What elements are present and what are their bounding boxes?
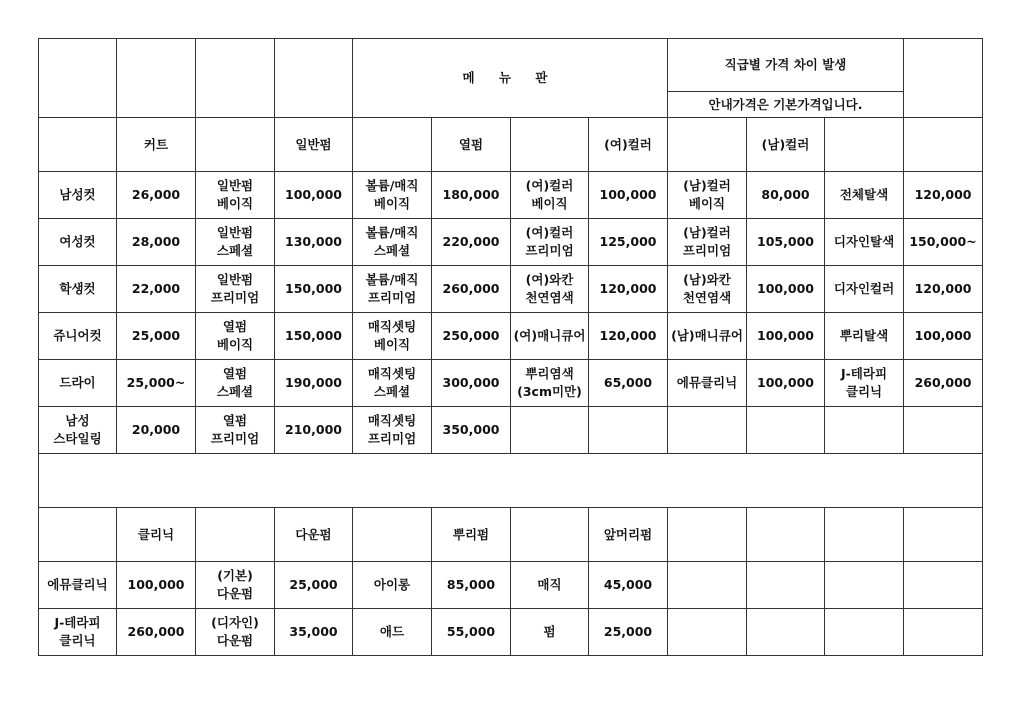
item-name: J-테라피 클리닉 [825,360,904,407]
item-price: 55,000 [432,609,511,656]
item-price: 120,000 [904,266,983,313]
item-name: 전체탈색 [825,172,904,219]
item-price: 28,000 [117,219,196,266]
item-price: 100,000 [589,172,668,219]
table-row [39,172,983,219]
price-note-base: 안내가격은 기본가격입니다. [668,92,904,118]
item-name [668,407,747,454]
item-price: 260,000 [904,360,983,407]
item-name: 뿌리염색 (3cm미만) [511,360,589,407]
category-female-color: (여)컬러 [589,118,668,172]
category-bangs-perm: 앞머리펌 [589,508,668,562]
item-name: 일반펌 스페셜 [196,219,275,266]
item-name: 매직셋팅 베이직 [353,313,432,360]
item-name: 디자인컬러 [825,266,904,313]
item-price: 350,000 [432,407,511,454]
item-price: 220,000 [432,219,511,266]
category-cut: 커트 [117,118,196,172]
item-name: 쥬니어컷 [39,313,117,360]
item-name: 열펌 프리미엄 [196,407,275,454]
item-name [668,562,747,609]
item-price [747,609,825,656]
item-price: 150,000 [275,313,353,360]
item-price [904,609,983,656]
item-price: 80,000 [747,172,825,219]
item-price [904,407,983,454]
item-price: 130,000 [275,219,353,266]
item-price: 120,000 [589,313,668,360]
item-name [825,609,904,656]
item-name: 뿌리탈색 [825,313,904,360]
category-general-perm: 일반펌 [275,118,353,172]
item-name: J-테라피 클리닉 [39,609,117,656]
spacer-row [39,454,983,508]
item-name: 일반펌 베이직 [196,172,275,219]
item-name [825,562,904,609]
item-price: 20,000 [117,407,196,454]
item-name: (남)컬러 베이직 [668,172,747,219]
table-row [39,609,983,656]
item-price: 125,000 [589,219,668,266]
item-price: 35,000 [275,609,353,656]
item-name: 볼륨/매직 프리미엄 [353,266,432,313]
item-price: 100,000 [904,313,983,360]
item-name: 아이롱 [353,562,432,609]
item-name: (여)컬러 베이직 [511,172,589,219]
item-price: 45,000 [589,562,668,609]
item-name [511,407,589,454]
category-row [39,118,983,172]
item-price [747,407,825,454]
item-price: 100,000 [747,360,825,407]
item-price: 22,000 [117,266,196,313]
item-name: (남)컬러 프리미엄 [668,219,747,266]
item-price [589,407,668,454]
item-name: 에뮤클리닉 [668,360,747,407]
item-name: (기본) 다운펌 [196,562,275,609]
item-price [904,562,983,609]
item-name: (여)매니큐어 [511,313,589,360]
item-price: 25,000~ [117,360,196,407]
page-title: 메 뉴 판 [353,39,668,118]
item-name: 볼륨/매직 스페셜 [353,219,432,266]
item-name: 열펌 베이직 [196,313,275,360]
table-row [39,562,983,609]
item-price: 25,000 [117,313,196,360]
item-price: 25,000 [589,609,668,656]
category-row [39,508,983,562]
item-price: 210,000 [275,407,353,454]
price-note-rank: 직급별 가격 차이 발생 [668,39,904,92]
table-row [39,360,983,407]
item-name: (남)와칸 천연염색 [668,266,747,313]
item-name: (여)컬러 프리미엄 [511,219,589,266]
item-price: 26,000 [117,172,196,219]
item-name: 디자인탈색 [825,219,904,266]
item-price: 250,000 [432,313,511,360]
item-name: 남성 스타일링 [39,407,117,454]
item-name: 남성컷 [39,172,117,219]
item-name: 열펌 스페셜 [196,360,275,407]
item-name [825,407,904,454]
item-name: (여)와칸 천연염색 [511,266,589,313]
table-row [39,407,983,454]
item-price: 260,000 [117,609,196,656]
item-name: 펌 [511,609,589,656]
item-price: 190,000 [275,360,353,407]
item-name [668,609,747,656]
item-name: 애드 [353,609,432,656]
item-price: 25,000 [275,562,353,609]
item-price: 260,000 [432,266,511,313]
menu-table [38,38,983,656]
header-row [39,39,983,92]
item-price: 100,000 [117,562,196,609]
item-price: 150,000 [275,266,353,313]
category-yeol-perm: 열펌 [432,118,511,172]
category-clinic: 클리닉 [117,508,196,562]
item-price: 100,000 [747,313,825,360]
item-name: 여성컷 [39,219,117,266]
item-price: 85,000 [432,562,511,609]
table-row [39,266,983,313]
item-name: 학생컷 [39,266,117,313]
item-name: (남)매니큐어 [668,313,747,360]
item-name: 드라이 [39,360,117,407]
item-name: 볼륨/매직 베이직 [353,172,432,219]
item-price: 120,000 [904,172,983,219]
item-price: 100,000 [747,266,825,313]
item-name: 일반펌 프리미엄 [196,266,275,313]
item-price: 300,000 [432,360,511,407]
item-name: 매직 [511,562,589,609]
category-down-perm: 다운펌 [275,508,353,562]
item-price: 180,000 [432,172,511,219]
table-row [39,313,983,360]
item-name: 에뮤클리닉 [39,562,117,609]
category-root-perm: 뿌리펌 [432,508,511,562]
item-name: 매직셋팅 스페셜 [353,360,432,407]
item-price [747,562,825,609]
item-price: 150,000~ [904,219,983,266]
item-price: 105,000 [747,219,825,266]
item-name: 매직셋팅 프리미엄 [353,407,432,454]
item-price: 120,000 [589,266,668,313]
item-price: 100,000 [275,172,353,219]
item-price: 65,000 [589,360,668,407]
table-row [39,219,983,266]
item-name: (디자인) 다운펌 [196,609,275,656]
category-male-color: (남)컬러 [747,118,825,172]
